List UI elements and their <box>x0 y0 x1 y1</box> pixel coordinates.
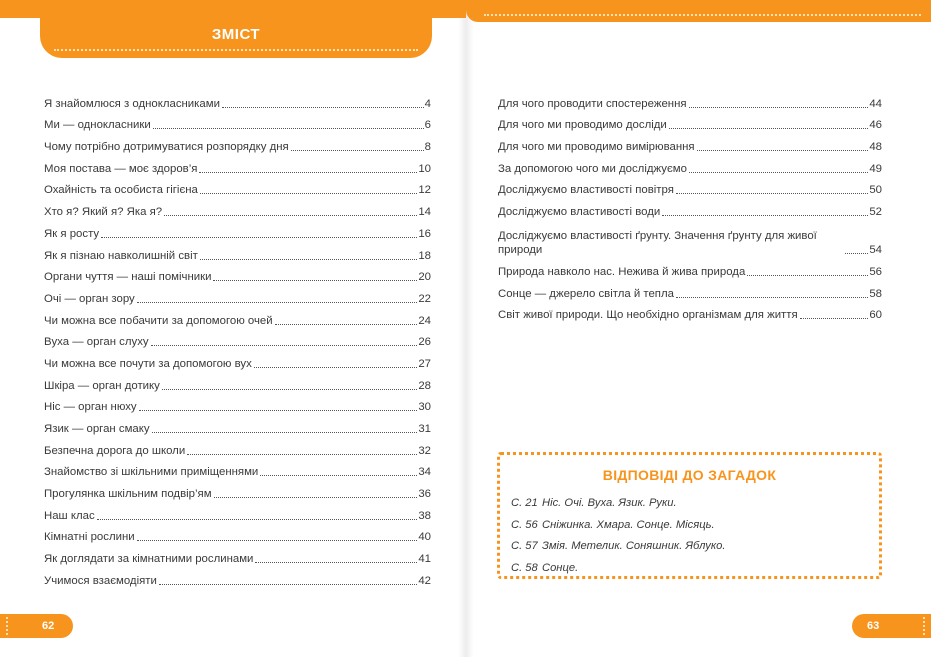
toc-item <box>498 155 882 177</box>
toc-item-title: Безпечна дорога до школи <box>44 444 186 457</box>
toc-leader-dots <box>101 237 417 238</box>
toc-item-page: 41 <box>418 553 431 566</box>
toc-item <box>44 220 431 242</box>
toc-item-title: Досліджуємо властивості ґрунту. Значення ґрунту для живої природи <box>498 230 817 257</box>
toc-item <box>44 264 431 286</box>
toc-item <box>44 350 431 372</box>
toc-item-page: 44 <box>869 97 882 110</box>
toc-item <box>498 220 882 258</box>
answer-item <box>511 493 879 515</box>
toc-item <box>44 133 431 155</box>
page-title: ЗМІСТ <box>211 26 261 43</box>
toc-item-title: Чи можна все почути за допомогою вух <box>44 357 252 370</box>
toc-item <box>498 258 882 280</box>
toc-item-page: 26 <box>418 336 431 349</box>
toc-leader-dots <box>747 275 868 276</box>
answer-text: Ніс. Очі. Вуха. Язик. Руки. <box>542 497 677 509</box>
toc-right-column <box>498 90 882 323</box>
toc-item <box>44 567 431 589</box>
toc-leader-dots <box>152 432 418 433</box>
toc-item-page: 32 <box>418 444 431 457</box>
toc-leader-dots <box>200 193 417 194</box>
toc-item <box>498 302 882 324</box>
toc-item-title: Світ живої природи. Що необхідно організмам для життя <box>498 309 798 322</box>
toc-item-title: Досліджуємо властивості повітря <box>498 184 674 197</box>
toc-item-page: 18 <box>418 249 431 262</box>
toc-leader-dots <box>222 107 424 108</box>
toc-item <box>44 524 431 546</box>
toc-item-title: Очі — орган зору <box>44 292 135 305</box>
toc-item-title: Органи чуття — наші помічники <box>44 271 212 284</box>
toc-item-title: За допомогою чого ми досліджуємо <box>498 162 687 175</box>
toc-leader-dots <box>151 345 418 346</box>
toc-item-page: 27 <box>418 357 431 370</box>
page-number-right-label: 63 <box>867 620 880 632</box>
toc-leader-dots <box>291 150 424 151</box>
toc-leader-dots <box>97 519 418 520</box>
toc-leader-dots <box>137 302 418 303</box>
toc-item-page: 60 <box>869 309 882 322</box>
toc-item <box>44 242 431 264</box>
toc-item-title: Кімнатні рослини <box>44 531 135 544</box>
toc-item <box>498 112 882 134</box>
toc-item-page: 58 <box>869 287 882 300</box>
page-number-left-label: 62 <box>42 620 55 632</box>
toc-item-page: 50 <box>869 184 882 197</box>
toc-item <box>44 285 431 307</box>
toc-item-title: Природа навколо нас. Нежива й жива природа <box>498 265 746 278</box>
top-band-right <box>466 0 931 22</box>
toc-item-page: 6 <box>424 119 431 132</box>
answer-page-ref: С. 56 <box>511 518 538 531</box>
toc-leader-dots <box>689 172 868 173</box>
toc-item-title: Ми — однокласники <box>44 119 151 132</box>
toc-leader-dots <box>697 150 869 151</box>
toc-item <box>44 90 431 112</box>
riddle-answers-box <box>497 452 882 579</box>
toc-item-title: Охайність та особиста гігієна <box>44 184 198 197</box>
toc-item <box>44 459 431 481</box>
toc-item-title: Хто я? Який я? Яка я? <box>44 206 163 219</box>
toc-left-column <box>44 90 431 589</box>
answer-page-ref: С. 21 <box>511 497 538 509</box>
toc-leader-dots <box>164 215 417 216</box>
toc-item <box>44 155 431 177</box>
toc-item <box>44 480 431 502</box>
toc-item-title: Чому потрібно дотримуватися розпорядку дня <box>44 141 289 154</box>
answer-item <box>511 536 879 558</box>
book-spine <box>458 0 474 657</box>
toc-item <box>44 307 431 329</box>
toc-item-page: 31 <box>418 423 431 435</box>
toc-item-title: Прогулянка шкільним подвір’ям <box>44 488 212 501</box>
toc-leader-dots <box>689 107 869 108</box>
toc-item-page: 56 <box>869 265 882 278</box>
toc-item-page: 52 <box>869 206 882 219</box>
toc-item-title: Учимося взаємодіяти <box>44 574 157 587</box>
toc-item-page: 38 <box>418 509 431 522</box>
toc-leader-dots <box>845 253 868 254</box>
toc-item-page: 46 <box>869 119 882 132</box>
toc-item-title: Ніс — орган нюху <box>44 401 137 414</box>
toc-item-page: 4 <box>424 97 431 110</box>
toc-item-title: Досліджуємо властивості води <box>498 206 661 219</box>
toc-leader-dots <box>662 215 868 216</box>
toc-item-title: Язик — орган смаку <box>44 423 150 435</box>
toc-item <box>44 437 431 459</box>
toc-item-page: 36 <box>418 488 431 501</box>
toc-item-title: Для чого проводити спостереження <box>498 97 687 110</box>
toc-leader-dots <box>200 259 418 260</box>
toc-leader-dots <box>254 367 418 368</box>
answer-item <box>511 515 879 537</box>
toc-item-page: 12 <box>418 184 431 197</box>
toc-item <box>498 133 882 155</box>
toc-item-title: Вуха — орган слуху <box>44 336 149 349</box>
toc-leader-dots <box>137 540 418 541</box>
answer-page-ref: С. 57 <box>511 540 538 552</box>
toc-item-title: Як я пізнаю навколишній світ <box>44 249 198 262</box>
toc-item-title: Чи можна все побачити за допомогою очей <box>44 314 273 327</box>
toc-item-title: Як я росту <box>44 227 100 240</box>
toc-item-title: Для чого ми проводимо вимірювання <box>498 141 695 154</box>
toc-item <box>44 329 431 351</box>
toc-item-page: 24 <box>418 314 431 327</box>
toc-item <box>44 415 431 437</box>
toc-item-title: Як доглядати за кімнатними рослинами <box>44 553 254 566</box>
toc-item-title: Для чого ми проводимо досліди <box>498 119 667 132</box>
page-number-left <box>0 614 73 638</box>
toc-item <box>44 502 431 524</box>
toc-leader-dots <box>260 475 417 476</box>
answers-list <box>511 493 879 579</box>
toc-item <box>498 90 882 112</box>
toc-item-page: 8 <box>424 141 431 154</box>
toc-item <box>44 372 431 394</box>
toc-item-title: Шкіра — орган дотику <box>44 379 160 392</box>
toc-leader-dots <box>199 172 417 173</box>
toc-leader-dots <box>275 324 418 325</box>
toc-leader-dots <box>213 280 417 281</box>
toc-leader-dots <box>159 584 417 585</box>
toc-item <box>498 198 882 220</box>
toc-item <box>498 280 882 302</box>
page-number-right <box>852 614 931 638</box>
toc-leader-dots <box>800 318 869 319</box>
toc-item-title: Моя постава — моє здоров’я <box>44 162 198 175</box>
answer-page-ref: С. 58 <box>511 561 538 574</box>
toc-item-page: 54 <box>869 244 882 257</box>
title-tab <box>40 8 432 58</box>
toc-item-title: Наш клас <box>44 509 95 522</box>
toc-item-page: 22 <box>418 292 431 305</box>
answer-text: Змія. Метелик. Соняшник. Яблуко. <box>542 540 726 552</box>
toc-item-page: 40 <box>418 531 431 544</box>
toc-item-page: 49 <box>869 162 882 175</box>
toc-item-page: 14 <box>418 206 431 219</box>
toc-item-page: 10 <box>418 162 431 175</box>
toc-item <box>44 545 431 567</box>
toc-leader-dots <box>676 193 868 194</box>
toc-leader-dots <box>669 128 869 129</box>
toc-item-page: 30 <box>418 401 431 414</box>
toc-item <box>44 394 431 416</box>
toc-item <box>44 177 431 199</box>
answers-heading: ВІДПОВІДІ ДО ЗАГАДОК <box>602 467 777 483</box>
toc-item-page: 16 <box>418 227 431 240</box>
toc-leader-dots <box>676 297 868 298</box>
toc-leader-dots <box>187 454 417 455</box>
toc-item-page: 48 <box>869 141 882 154</box>
toc-item-title: Знайомство зі шкільними приміщеннями <box>44 466 259 479</box>
toc-item-page: 42 <box>418 574 431 587</box>
toc-leader-dots <box>162 389 418 390</box>
toc-leader-dots <box>139 410 418 411</box>
toc-leader-dots <box>255 562 417 563</box>
toc-item-page: 34 <box>418 466 431 479</box>
toc-leader-dots <box>214 497 418 498</box>
toc-item-page: 20 <box>418 271 431 284</box>
toc-item <box>498 177 882 199</box>
toc-item-title: Сонце — джерело світла й тепла <box>498 287 674 300</box>
answer-text: Сонце. <box>542 561 579 574</box>
answer-item <box>511 558 879 580</box>
toc-item-title: Я знайомлюся з однокласниками <box>44 97 220 110</box>
toc-item <box>44 112 431 134</box>
toc-leader-dots <box>153 128 424 129</box>
toc-item-page: 28 <box>418 379 431 392</box>
toc-item <box>44 198 431 220</box>
answer-text: Сніжинка. Хмара. Сонце. Місяць. <box>542 518 715 531</box>
